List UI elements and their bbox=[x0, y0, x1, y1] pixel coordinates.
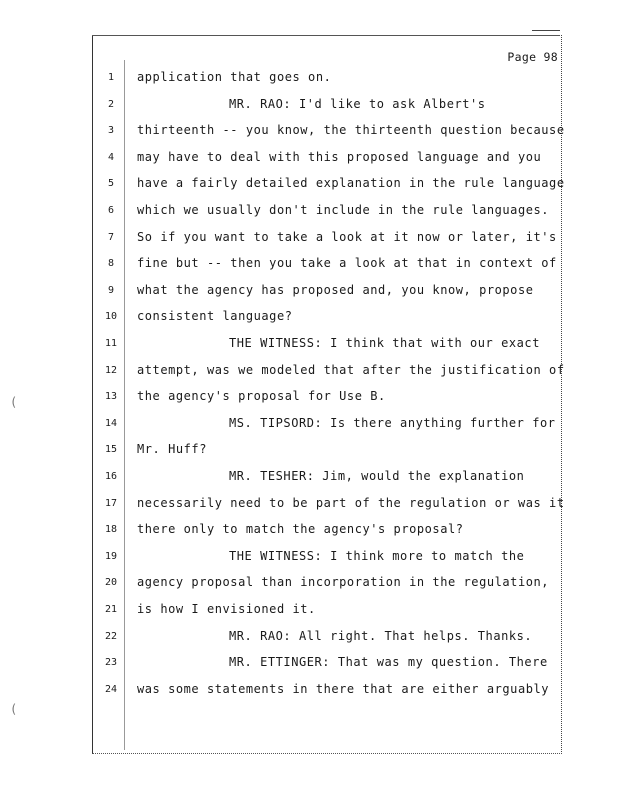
transcript-line bbox=[100, 388, 560, 408]
line-number: 13 bbox=[104, 391, 118, 403]
line-text: consistent language? bbox=[137, 309, 293, 324]
binder-hole-mark-upper: ( bbox=[10, 395, 18, 409]
transcript-line bbox=[100, 601, 560, 621]
transcript-line bbox=[100, 654, 560, 674]
transcript-line bbox=[100, 96, 560, 116]
line-text: necessarily need to be part of the regulation or was it bbox=[137, 495, 565, 510]
line-text: MR. ETTINGER: That was my question. There bbox=[229, 655, 548, 670]
line-number: 5 bbox=[107, 178, 115, 190]
line-text: there only to match the agency's proposal? bbox=[137, 522, 464, 537]
line-text: may have to deal with this proposed language and you bbox=[137, 149, 542, 164]
line-text: THE WITNESS: I think more to match the bbox=[229, 548, 525, 563]
line-text: thirteenth -- you know, the thirteenth question because bbox=[137, 123, 565, 138]
transcript-line bbox=[100, 574, 560, 594]
line-number: 3 bbox=[107, 125, 115, 137]
line-text: Mr. Huff? bbox=[137, 442, 207, 457]
transcript-line bbox=[100, 282, 560, 302]
line-text: application that goes on. bbox=[137, 70, 332, 84]
line-text: have a fairly detailed explanation in the rule language bbox=[137, 176, 565, 191]
transcript-line bbox=[100, 122, 565, 142]
line-number: 6 bbox=[107, 205, 115, 216]
line-number: 18 bbox=[104, 524, 118, 536]
line-text: what the agency has proposed and, you know, propose bbox=[137, 282, 534, 297]
line-number: 12 bbox=[104, 364, 118, 376]
transcript-line bbox=[100, 468, 560, 488]
line-text: MS. TIPSORD: Is there anything further for bbox=[229, 415, 556, 430]
line-number: 10 bbox=[104, 311, 118, 323]
line-number: 16 bbox=[104, 471, 118, 482]
line-number: 4 bbox=[107, 151, 115, 163]
page-number: Page 98 bbox=[507, 50, 558, 64]
line-number: 20 bbox=[104, 577, 118, 589]
line-text: fine but -- then you take a look at that in context of bbox=[137, 256, 557, 271]
transcript-line bbox=[100, 255, 560, 275]
transcript-line bbox=[100, 149, 560, 169]
line-text: MR. RAO: I'd like to ask Albert's bbox=[229, 96, 486, 111]
line-text: So if you want to take a look at it now or later, it's bbox=[137, 229, 557, 244]
line-text: the agency's proposal for Use B. bbox=[137, 389, 386, 404]
line-number: 2 bbox=[107, 98, 115, 110]
transcript-line bbox=[100, 628, 560, 648]
top-rule bbox=[92, 35, 560, 36]
binder-hole-mark-lower: ( bbox=[10, 702, 18, 716]
line-number: 14 bbox=[104, 417, 118, 429]
transcript-line bbox=[100, 308, 560, 328]
line-number: 21 bbox=[104, 604, 118, 615]
line-number: 1 bbox=[107, 72, 115, 83]
transcript-line bbox=[100, 69, 560, 89]
top-corner-mark bbox=[532, 30, 560, 31]
transcript-line bbox=[100, 175, 565, 195]
line-text: MR. TESHER: Jim, would the explanation bbox=[229, 469, 525, 483]
line-number: 7 bbox=[107, 231, 115, 243]
transcript-line bbox=[100, 521, 560, 541]
transcript-line bbox=[100, 335, 560, 355]
transcript-line bbox=[100, 229, 560, 249]
line-text: THE WITNESS: I think that with our exact bbox=[229, 336, 540, 350]
line-text: MR. RAO: All right. That helps. Thanks. bbox=[229, 628, 533, 643]
line-number: 8 bbox=[107, 258, 115, 270]
transcript-line bbox=[100, 495, 565, 515]
transcript-line bbox=[100, 415, 560, 435]
line-number: 17 bbox=[104, 497, 118, 509]
line-number: 22 bbox=[104, 630, 118, 642]
line-text: was some statements in there that are either arguably bbox=[137, 681, 550, 696]
line-number: 15 bbox=[104, 444, 118, 456]
transcript-line bbox=[100, 362, 565, 382]
line-text: agency proposal than incorporation in the regulation, bbox=[137, 575, 550, 590]
transcript-line bbox=[100, 681, 560, 701]
transcript-line bbox=[100, 441, 560, 461]
line-text: attempt, was we modeled that after the justification of bbox=[137, 362, 565, 377]
transcript-line bbox=[100, 548, 560, 568]
line-number: 11 bbox=[104, 338, 118, 349]
line-number: 23 bbox=[104, 657, 118, 669]
line-number: 9 bbox=[107, 284, 115, 296]
line-text: is how I envisioned it. bbox=[137, 602, 316, 616]
line-number: 24 bbox=[104, 683, 118, 695]
transcript-line bbox=[100, 202, 560, 222]
line-number: 19 bbox=[104, 550, 118, 562]
line-text: which we usually don't include in the rule languages. bbox=[137, 203, 550, 217]
